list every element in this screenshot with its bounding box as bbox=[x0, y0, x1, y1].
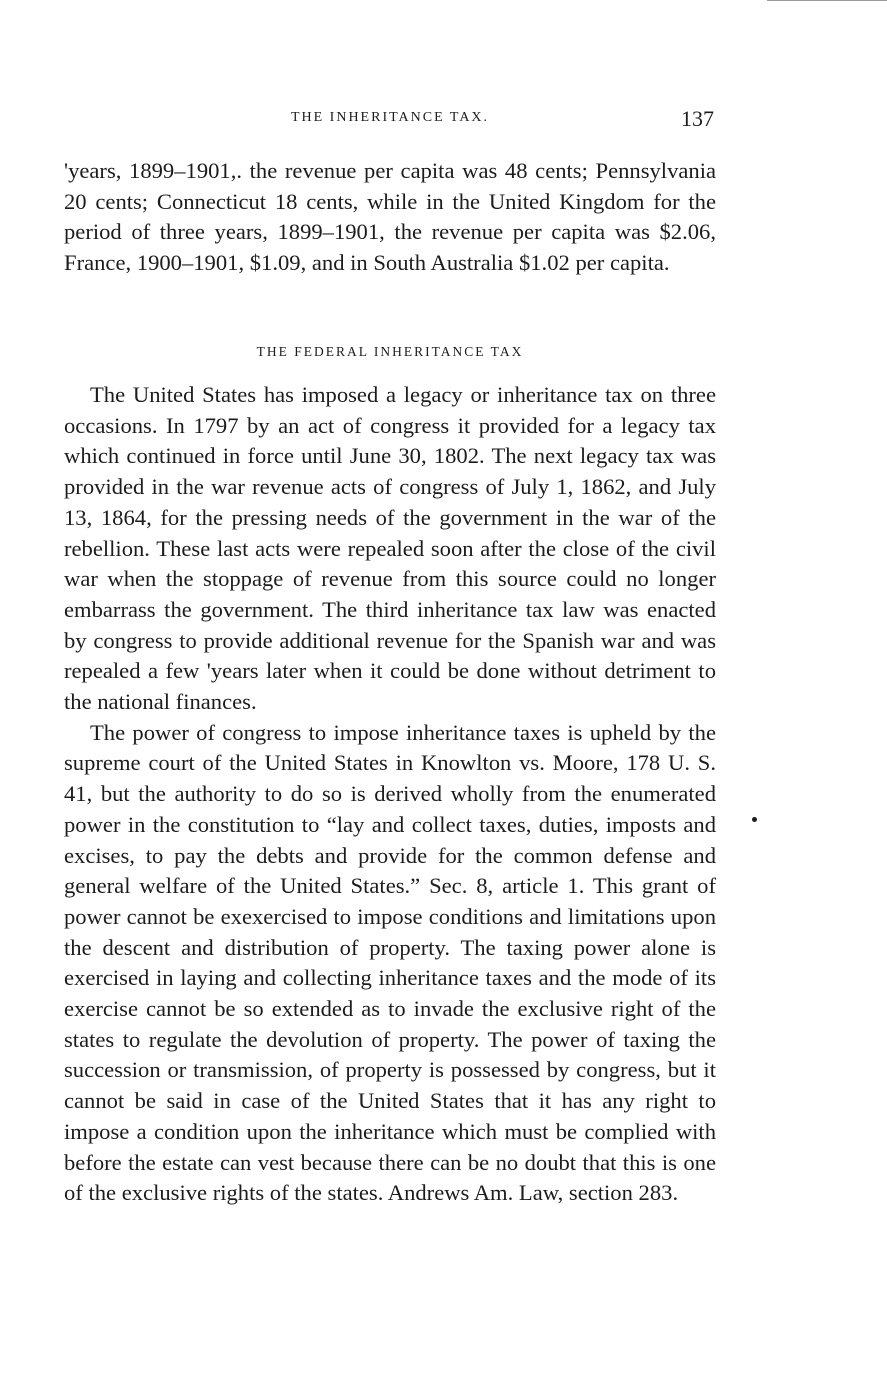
section-body bbox=[64, 380, 716, 1209]
running-head bbox=[64, 106, 716, 136]
paragraph: The power of congress to impose inheritance taxes is upheld by the supreme court of the United States in Knowlton vs. Moore, 178 U. S. 41, but the authority to do so is derived wholly from the enumerated power in the constitution to “lay and collect taxes, duties, imposts and excises, to pay the debts and provide for the common defense and general welfare of the United States.” Sec. 8, article 1. This grant of power cannot be exexercised to impose conditions and limitations upon the descent and distribution of property. The taxing power alone is exercised in laying and collecting inheritance taxes and the mode of its exercise cannot be so extended as to invade the exclusive right of the states to regulate the devolution of property. The power of taxing the succession or transmission, of property is possessed by congress, but it cannot be said in case of the United States that it has any right to impose a condition upon the inheritance which must be complied with before the estate can vest because there can be no doubt that this is one of the exclusive rights of the states. Andrews Am. Law, section 283. bbox=[64, 719, 716, 1206]
ink-spot bbox=[752, 817, 757, 822]
page-number: 137 bbox=[681, 106, 714, 131]
continued-paragraph-block bbox=[64, 156, 716, 279]
continued-paragraph: 'years, 1899–1901,. the revenue per capita was 48 cents; Pennsylvania 20 cents; Connecticut 18 cents, while in the United Kingdom for the period of three years, 1899–1901, the revenue per capita was $2.06, France, 1900–1901, $1.09, and in South Australia $1.02 per capita. bbox=[64, 158, 716, 276]
running-title: THE INHERITANCE TAX. bbox=[290, 110, 490, 125]
section-heading: THE FEDERAL INHERITANCE TAX bbox=[256, 344, 524, 359]
scan-edge-line bbox=[767, 0, 887, 1]
paragraph: The United States has imposed a legacy or inheritance tax on three occasions. In 1797 by an act of congress it provided for a legacy tax which continued in force until June 30, 1802. The next legacy tax was provided in the war revenue acts of congress of July 1, 1862, and July 13, 1864, for the pressing needs of the government in the war of the rebellion. These last acts were repealed soon after the close of the civil war when the stoppage of revenue from this source could no longer embarrass the government. The third inheritance tax law was enacted by congress to provide additional revenue for the Spanish war and was repealed a few 'years later when it could be done without detriment to the national finances. bbox=[64, 382, 716, 715]
